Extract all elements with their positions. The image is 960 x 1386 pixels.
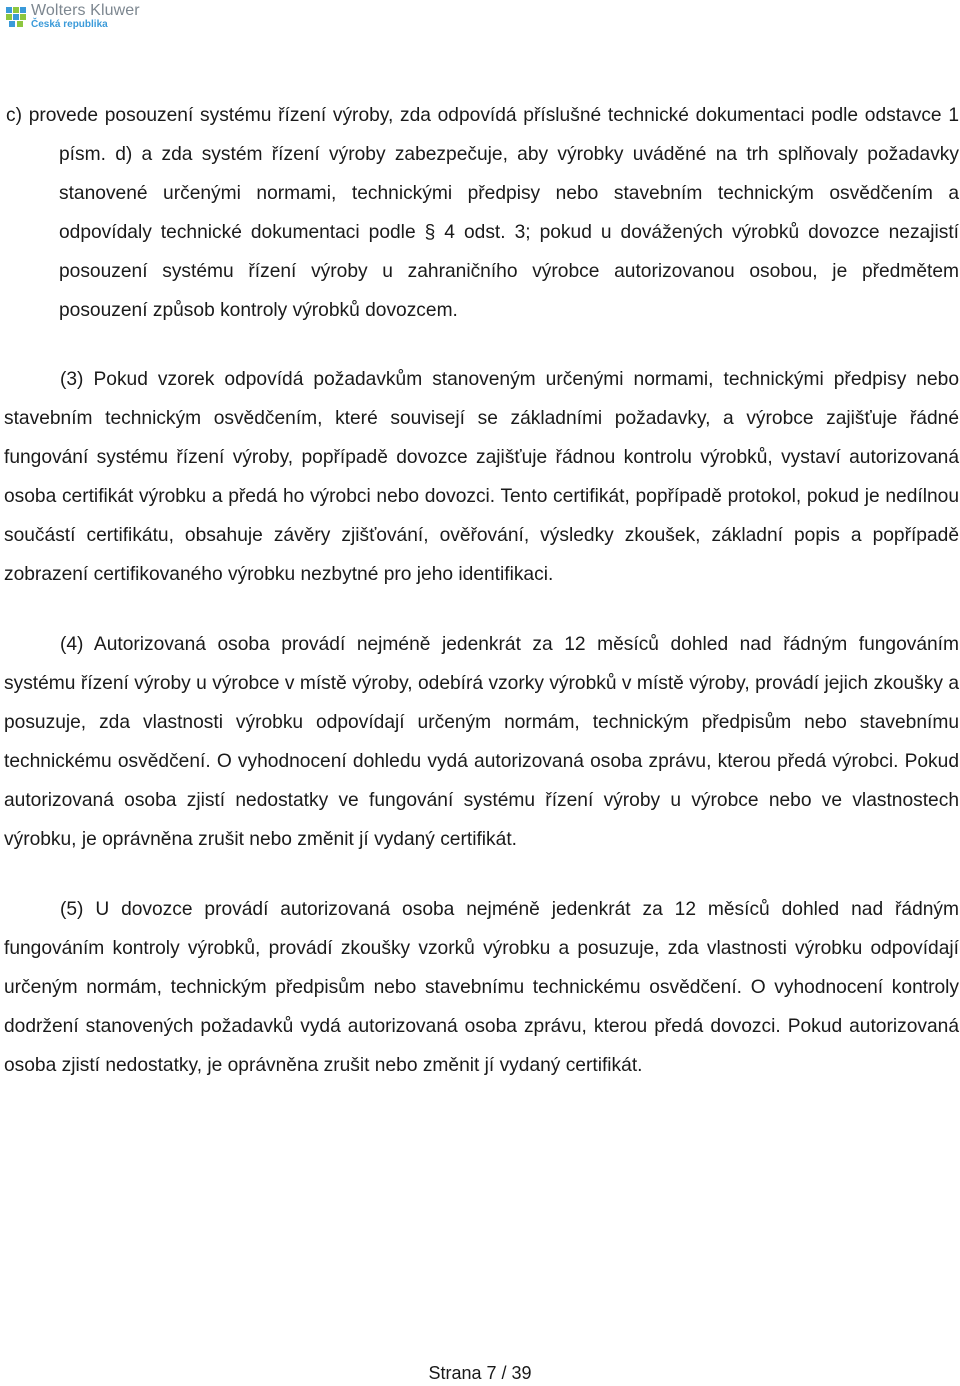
brand-subtitle: Česká republika (31, 19, 108, 30)
document-body (4, 96, 959, 1085)
paragraph-spacer (4, 594, 959, 625)
paragraph-spacer (4, 330, 959, 360)
wolters-kluwer-logo-icon (5, 6, 27, 28)
paragraph-5: (5) U dovozce provádí autorizovaná osoba nejméně jedenkrát za 12 měsíců dohled nad řádným fungováním kontroly výrobků, provádí zkoušky vzorků výrobku a posuzuje, zda vlastnosti výrobku odpovídají určeným normám, technickým předpisům nebo stavebnímu technickému osvědčení. O vyhodnocení kontroly dodržení stanovených požadavků vydá autorizovaná osoba zprávu, kterou předá dovozci. Pokud autorizovaná osoba zjistí nedostatky, je oprávněna zrušit nebo změnit jí vydaný certifikát. (4, 899, 959, 1076)
paragraph-c-text: provede posouzení systému řízení výroby, zda odpovídá příslušné technické dokumentaci podle odstavce 1 písm. d) a zda systém řízení výroby zabezpečuje, aby výrobky uváděné na trh splňovaly požadavky stanovené určenými normami, technickými předpisy nebo stavebním technickým osvědčením a odpovídaly technické dokumentaci podle § 4 odst. 3; pokud u dovážených výrobků dovozce nezajistí posouzení systému řízení výroby u zahraničního výrobce autorizovanou osobou, je předmětem posouzení způsob kontroly výrobků dovozcem. (28, 105, 959, 321)
paragraph-spacer (4, 859, 959, 890)
paragraph-3: (3) Pokud vzorek odpovídá požadavkům stanoveným určenými normami, technickými předpisy nebo stavebním technickým osvědčením, které souvisejí se základními požadavky, a výrobce zajišťuje řádné fungování systému řízení výroby, popřípadě dovozce zajišťuje řádnou kontrolu výrobků, vystaví autorizovaná osoba certifikát výrobku a předá ho výrobci nebo dovozci. Tento certifikát, popřípadě protokol, pokud je nedílnou součástí certifikátu, obsahuje závěry zjišťování, ověřování, výsledky zkoušek, základní popis a popřípadě zobrazení certifikovaného výrobku nezbytné pro jeho identifikaci. (4, 369, 959, 585)
brand-name: Wolters Kluwer (31, 2, 140, 19)
paragraph-4: (4) Autorizovaná osoba provádí nejméně jedenkrát za 12 měsíců dohled nad řádným fungováním systému řízení výroby u výrobce v místě výroby, odebírá vzorky výrobků v místě výroby, provádí jejich zkoušky a posuzuje, zda vlastnosti výrobku odpovídají určeným normám, technickým předpisům nebo stavebnímu technickému osvědčení. O vyhodnocení dohledu vydá autorizovaná osoba zprávu, kterou předá výrobci. Pokud autorizovaná osoba zjistí nedostatky ve fungování systému řízení výroby u výrobce nebo ve vlastnostech výrobku, je oprávněna zrušit nebo změnit jí vydaný certifikát. (4, 634, 959, 850)
page-number: Strana 7 / 39 (428, 1363, 532, 1383)
logo-text (31, 3, 140, 30)
list-marker-c: c) (6, 105, 22, 126)
page-footer (0, 1361, 960, 1385)
page-header (5, 3, 140, 30)
paragraph-c (4, 96, 959, 330)
